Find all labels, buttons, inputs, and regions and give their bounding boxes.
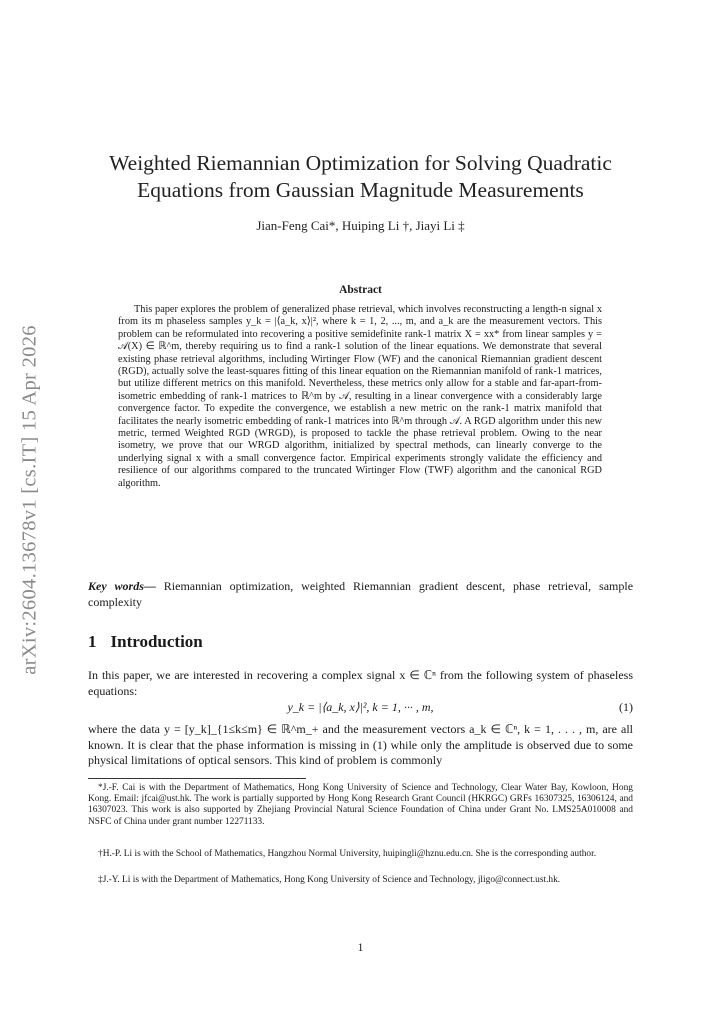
arxiv-side-stamp (10, 310, 50, 690)
arxiv-identifier: arXiv:2604.13678v1 [cs.IT] 15 Apr 2026 (18, 325, 41, 675)
keywords (88, 578, 633, 610)
footnote-rule (88, 778, 306, 779)
abstract-heading: Abstract (339, 284, 382, 296)
paper-title: Weighted Riemannian Optimization for Solving Quadratic Equations from Gaussian Magnitude Measurements (109, 151, 612, 202)
footnote-3: ‡J.-Y. Li is with the Department of Mathematics, Hong Kong University of Science and Technology, jligo@connect.ust.hk. (98, 875, 561, 885)
section-number: 1 (88, 632, 97, 651)
intro-paragraph-1: In this paper, we are interested in recovering a complex signal x ∈ ℂⁿ from the following system of phaseless equations: (88, 668, 633, 698)
equation-tag: (1) (619, 700, 633, 714)
keywords-text: Riemannian optimization, weighted Riemannian gradient descent, phase retrieval, sample complexity (88, 579, 634, 609)
page-number: 1 (357, 942, 364, 954)
keywords-label: Key words— (88, 579, 156, 593)
abstract-text: This paper explores the problem of generalized phase retrieval, which involves reconstructing a length-n signal x from its m phaseless samples y_k = |⟨a_k, x⟩|², where k = 1, 2, ..., m, and a_k are the measurement vectors. This problem can be reformulated into recovering a positive semidefinite rank-1 matrix X = xx* from linear samples y = 𝒜(X) ∈ ℝ^m, thereby requiring us to find a rank-1 solution of the linear equations. We demonstrate that several existing phase retrieval algorithms, including Wirtinger Flow (WF) and the canonical Riemannian gradient descent (RGD), actually solve the least-squares fitting of this linear equation on the Riemannian manifold of rank-1 matrices, but utilize different metrics on this manifold. Nevertheless, these metrics only allow for a stable and far-apart-from-isometric embedding of rank-1 matrices to ℝ^m by 𝒜, resulting in a linear convergence with a considerably large convergence factor. To expedite the convergence, we establish a new metric on the rank-1 matrix manifold that facilitates the nearly isometric embedding of rank-1 matrices into ℝ^m through 𝒜. A RGD algorithm under this new metric, termed Weighted RGD (WRGD), is proposed to tackle the phase retrieval problem. Owing to the near isometry, we prove that our WRGD algorithm, initialized by spectral methods, can linearly converge to the underlying signal x with a small convergence factor. Empirical experiments strongly validate the efficiency and resilience of our algorithms compared to the truncated Wirtinger Flow (TWF) algorithm and the canonical RGD algorithm. (118, 304, 602, 489)
equation-expression: y_k = |⟨a_k, x⟩|², k = 1, ··· , m, (287, 700, 434, 714)
equation-1 (88, 700, 633, 716)
footnote-2: †H.-P. Li is with the School of Mathematics, Hangzhou Normal University, huipingli@hznu.edu.cn. She is the corresponding author. (98, 849, 597, 859)
section-heading (88, 632, 203, 652)
footnote-1: *J.-F. Cai is with the Department of Mathematics, Hong Kong University of Science and Technology, Clear Water Bay, Kowloon, Hong Kong. Email: jfcai@ust.hk. The work is partially supported by Hong Kong Research Grant Council (HKRGC) GRFs 16307325, 16306124, and 16307023. This work is also supported by Zhejiang Provincial Natural Science Foundation of China under Grant No. LMS25A010008 and NSFC of China under grant number 12271133. (88, 783, 633, 827)
section-title: Introduction (110, 632, 203, 651)
author-list: Jian-Feng Cai*, Huiping Li †, Jiayi Li ‡ (256, 218, 465, 233)
intro-paragraph-2: where the data y = [y_k]_{1≤k≤m} ∈ ℝ^m_+ and the measurement vectors a_k ∈ ℂⁿ, k = 1, . . . , m, are all known. It is clear that the phase information is missing in (1) while only the amplitude is observed due to some physical limitations of optical sensors. This kind of problem is commonly (88, 722, 633, 767)
